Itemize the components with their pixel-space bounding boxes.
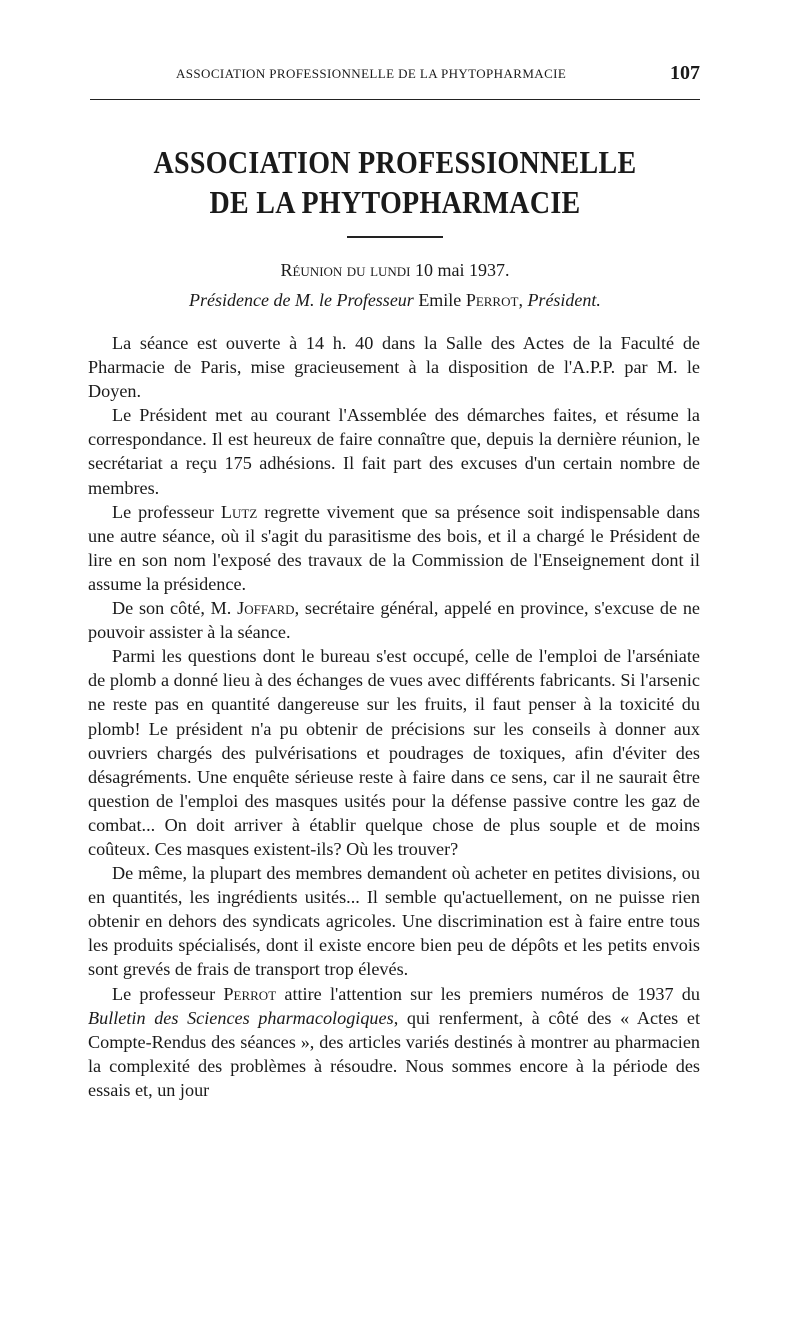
text-run: De son côté, M. xyxy=(112,598,238,619)
paragraph-opening: La séance est ouverte à 14 h. 40 dans la Salle des Actes de la Faculté de Pharmacie de Paris, mise gracieusement à la disposition de l'A.P.P. par M. le Doyen. xyxy=(88,333,700,402)
president-first-name: Emile xyxy=(418,290,462,310)
presidence-prefix: Présidence de M. le Professeur xyxy=(189,290,414,310)
text-run: , qui renferment, à côté des « Actes et Compte-Rendus des séances », des articles variés destinés à montrer au pharmacien la complexité des problèmes à résoudre. Nous sommes encore à la période des essais et, un jour xyxy=(88,1007,700,1100)
header-rule xyxy=(90,99,700,100)
running-header xyxy=(90,64,700,88)
journal-title: Bulletin des Sciences pharmacologiques xyxy=(88,1007,394,1028)
paragraph-joffard xyxy=(88,596,700,644)
person-name-perrot: Perrot xyxy=(223,983,277,1004)
meeting-date-line xyxy=(90,260,700,281)
paragraph-correspondence: Le Président met au courant l'Assemblée des démarches faites, et résume la correspondance. Il est heureux de faire connaître que, depuis la dernière réunion, le secrétariat a reçu 175 adhésions. Il fait part des excuses d'un certain nombre de membres. xyxy=(88,405,700,498)
paragraph-arseniate: Parmi les questions dont le bureau s'est occupé, celle de l'emploi de l'arséniate de plomb a donné lieu à des échanges de vues avec différents fabricants. Si l'arsenic ne reste pas en quantité dangereuse sur les fruits, il faut penser à la toxicité du plomb! Le président n'a pu obtenir de précisions sur les conseils à donner aux ouvriers chargés des pulvérisations et poudrages de toxiques, afin d'éviter des désagréments. Une enquête sérieuse reste à faire dans ce sens, car il ne saurait être question de l'emploi des masques usités pour la défense passive contre les gaz de combat... On doit arriver à établir quelque chose de plus souple et de moins coûteux. Ces masques existent-ils? Où les trouver? xyxy=(88,646,700,859)
meeting-date: 10 mai 1937. xyxy=(415,260,510,280)
paragraph-bulletin xyxy=(88,982,700,1102)
person-name-joffard: Joffard xyxy=(237,598,295,619)
text-run: attire l'attention sur les premiers numéros de 1937 du xyxy=(276,983,700,1004)
person-name-lutz: Lutz xyxy=(220,501,258,522)
paragraph-divisions: De même, la plupart des membres demandent où acheter en petites divisions, ou en quantités, les ingrédients usités... Il semble qu'actuellement, on ne puisse rien obtenir en dehors des syndicats agricoles. Une discrimination est à faire entre tous les produits spécialisés, dont il existe encore bien peu de dépôts et les petits envois sont grevés de frais de transport trop élevés. xyxy=(88,863,700,980)
page-number: 107 xyxy=(670,62,700,84)
body-text xyxy=(88,331,700,1102)
text-run: regrette vivement que sa présence soit indispensable dans une autre séance, où il s'agit du parasitisme des bois, et il a chargé le Président de lire en son nom l'exposé des travaux de la Commission de l'Enseignement dont il assume la présidence. xyxy=(88,501,700,594)
president-last-name: Perrot xyxy=(465,290,519,310)
text-run: Le professeur xyxy=(112,983,224,1004)
text-run: , secrétaire général, appelé en province, s'excuse de ne pouvoir assister à la séance. xyxy=(88,598,700,643)
text-run: Le professeur xyxy=(112,501,221,522)
paragraph-lutz xyxy=(88,500,700,596)
meeting-label: Réunion du lundi xyxy=(280,260,411,280)
title-line-1: ASSOCIATION PROFESSIONNELLE xyxy=(153,146,637,181)
president-title: Président. xyxy=(527,290,601,310)
title-divider xyxy=(347,236,443,238)
presidence-line: Présidence de M. le Professeur Emile Perrot, Président. xyxy=(189,290,601,310)
running-title: ASSOCIATION PROFESSIONNELLE DE LA PHYTOPHARMACIE xyxy=(176,66,567,81)
title-line-2: DE LA PHYTOPHARMACIE xyxy=(209,186,581,221)
